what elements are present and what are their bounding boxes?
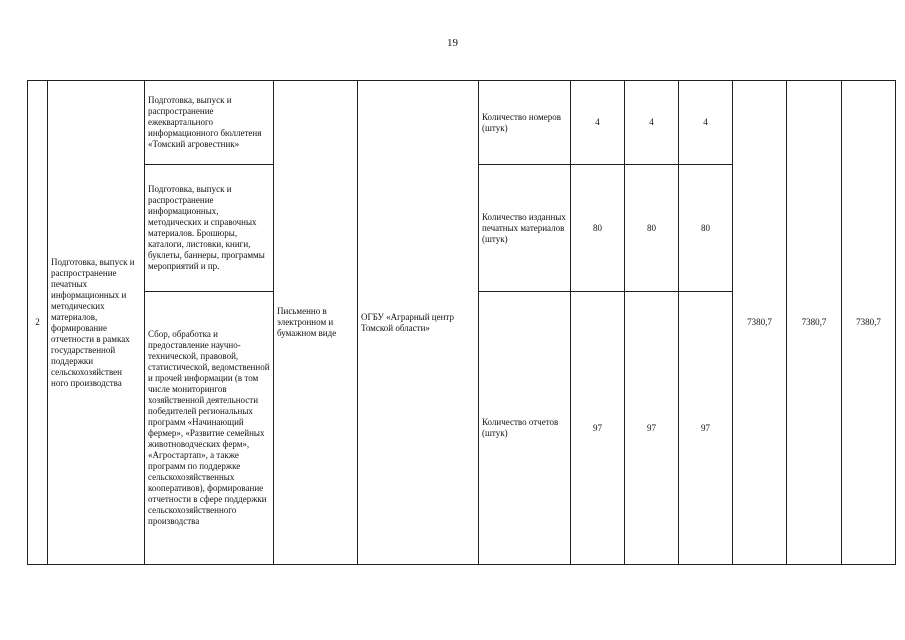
indicator-value: 97 [679,292,733,565]
indicator-value: 80 [625,165,679,292]
indicator-value: 97 [571,292,625,565]
report-form: Письменно в электронном и бумажном виде [274,81,358,565]
executor: ОГБУ «Аграрный центр Томской области» [358,81,479,565]
indicator-name: Количество номеров (штук) [479,81,571,165]
task-name: Подготовка, выпуск и распространение печатных информационных и методических материалов, формирование отчетности в рамках государственной поддержки сельскохозяйствен ного производства [48,81,145,565]
indicator-value: 80 [571,165,625,292]
indicator-value: 4 [625,81,679,165]
finance-value: 7380,7 [842,81,896,565]
indicator-name: Количество изданных печатных материалов (штук) [479,165,571,292]
activity-description: Сбор, обработка и предоставление научно-технической, правовой, статистической, ведомственной и прочей информации (в том числе мониторингов хозяйственной деятельности победителей региональных программ «Начинающий фермер», «Развитие семейных животноводческих ферм», «Агростартап», а также программ по поддержке сельскохозяйственных кооперативов), формирование отчетности в сфере поддержки сельскохозяйственного производства [145,292,274,565]
page-number: 19 [447,37,458,49]
activity-description: Подготовка, выпуск и распространение информационных, методических и справочных материалов. Брошюры, каталоги, листовки, книги, буклеты, баннеры, программы мероприятий и пр. [145,165,274,292]
finance-value: 7380,7 [733,81,787,565]
indicator-value: 80 [679,165,733,292]
indicator-name: Количество отчетов (штук) [479,292,571,565]
row-index: 2 [28,81,48,565]
finance-value: 7380,7 [787,81,842,565]
indicator-value: 4 [571,81,625,165]
activity-description: Подготовка, выпуск и распространение ежеквартального информационного бюллетеня «Томский агровестник» [145,81,274,165]
measures-table [27,80,896,565]
indicator-value: 97 [625,292,679,565]
table-row [28,81,896,165]
indicator-value: 4 [679,81,733,165]
